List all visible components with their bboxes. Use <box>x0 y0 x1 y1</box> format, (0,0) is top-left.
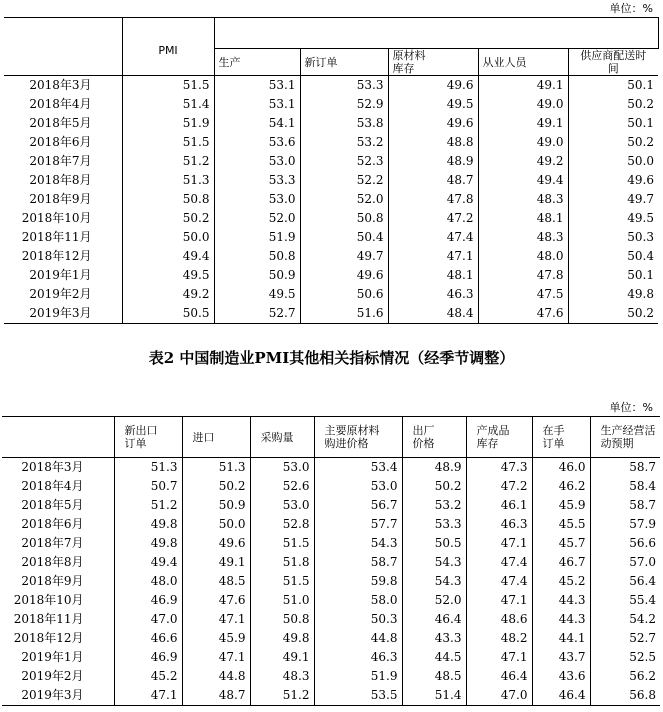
table-cell: 51.2 <box>122 152 214 171</box>
table-cell: 50.8 <box>250 610 314 629</box>
table-cell: 50.2 <box>568 133 658 152</box>
table-cell: 50.8 <box>122 190 214 209</box>
table-cell: 45.2 <box>532 572 590 591</box>
table-row <box>4 209 658 228</box>
table-cell: 46.7 <box>532 553 590 572</box>
table-cell: 50.2 <box>122 209 214 228</box>
table-cell: 51.4 <box>122 95 214 114</box>
row-month: 2018年10月 <box>4 209 122 228</box>
header-purchases: 采购量 <box>250 417 314 458</box>
table-cell: 47.4 <box>466 553 532 572</box>
table-row <box>2 591 660 610</box>
table-row <box>2 496 660 515</box>
table-cell: 52.0 <box>300 190 388 209</box>
table-cell: 48.7 <box>182 686 250 706</box>
table-cell: 52.5 <box>590 648 660 667</box>
table-cell: 50.2 <box>402 477 466 496</box>
table-row <box>2 686 660 706</box>
table-row <box>4 247 658 266</box>
table-cell: 51.2 <box>250 686 314 706</box>
table-cell: 51.5 <box>250 572 314 591</box>
table-cell: 49.5 <box>568 209 658 228</box>
row-month: 2019年2月 <box>4 285 122 304</box>
row-month: 2018年10月 <box>2 591 114 610</box>
table-cell: 50.4 <box>300 228 388 247</box>
table-cell: 47.0 <box>466 686 532 706</box>
table-cell: 47.6 <box>182 591 250 610</box>
table-cell: 51.9 <box>314 667 402 686</box>
table-cell: 53.8 <box>300 114 388 133</box>
table-cell: 48.2 <box>466 629 532 648</box>
table-cell: 44.1 <box>532 629 590 648</box>
table-cell: 50.1 <box>568 114 658 133</box>
table-cell: 49.7 <box>300 247 388 266</box>
table-cell: 49.0 <box>478 95 568 114</box>
header-spacer <box>214 18 658 49</box>
table-cell: 53.3 <box>214 171 300 190</box>
table-cell: 54.3 <box>402 553 466 572</box>
row-month: 2018年5月 <box>4 114 122 133</box>
table-cell: 47.4 <box>466 572 532 591</box>
row-month: 2018年12月 <box>2 629 114 648</box>
table-cell: 54.2 <box>590 610 660 629</box>
table-cell: 48.6 <box>466 610 532 629</box>
table-cell: 44.8 <box>314 629 402 648</box>
table-cell: 49.8 <box>114 515 182 534</box>
table-cell: 47.0 <box>114 610 182 629</box>
table-row <box>4 114 658 133</box>
table-cell: 51.5 <box>122 76 214 96</box>
table-cell: 49.1 <box>182 553 250 572</box>
header-supplier-delivery: 供应商配送时 间 <box>568 49 658 76</box>
unit-label-table1: 单位：% <box>609 2 653 15</box>
table-cell: 49.8 <box>250 629 314 648</box>
table-row <box>4 95 658 114</box>
row-month: 2018年4月 <box>2 477 114 496</box>
table-cell: 52.0 <box>402 591 466 610</box>
table-cell: 52.9 <box>300 95 388 114</box>
corner-cell <box>4 18 122 76</box>
table-cell: 47.5 <box>478 285 568 304</box>
table-cell: 53.6 <box>214 133 300 152</box>
table-cell: 47.2 <box>466 477 532 496</box>
table-cell: 53.5 <box>314 686 402 706</box>
table-cell: 44.5 <box>402 648 466 667</box>
table-cell: 46.4 <box>466 667 532 686</box>
table-cell: 47.1 <box>466 534 532 553</box>
table-cell: 58.7 <box>590 496 660 515</box>
table-cell: 51.3 <box>122 171 214 190</box>
table-row <box>2 667 660 686</box>
table-cell: 51.6 <box>300 304 388 324</box>
table-cell: 47.4 <box>388 228 478 247</box>
row-month: 2018年8月 <box>2 553 114 572</box>
table-cell: 49.2 <box>478 152 568 171</box>
table-cell: 46.4 <box>532 686 590 706</box>
table-cell: 44.8 <box>182 667 250 686</box>
table-cell: 50.3 <box>568 228 658 247</box>
table-cell: 52.7 <box>214 304 300 324</box>
table-cell: 48.9 <box>388 152 478 171</box>
row-month: 2019年1月 <box>4 266 122 285</box>
table-cell: 51.3 <box>182 458 250 478</box>
table-cell: 49.8 <box>114 534 182 553</box>
table-cell: 50.0 <box>568 152 658 171</box>
table-cell: 47.8 <box>388 190 478 209</box>
table-cell: 59.8 <box>314 572 402 591</box>
table-cell: 48.4 <box>388 304 478 324</box>
row-month: 2018年11月 <box>4 228 122 247</box>
header-finished-goods-inventory: 产成品 库存 <box>466 417 532 458</box>
table-cell: 50.9 <box>214 266 300 285</box>
table-cell: 50.8 <box>300 209 388 228</box>
table-cell: 47.3 <box>466 458 532 478</box>
table-cell: 46.2 <box>532 477 590 496</box>
table-cell: 50.4 <box>568 247 658 266</box>
row-month: 2018年3月 <box>4 76 122 96</box>
table-row <box>2 553 660 572</box>
row-month: 2018年7月 <box>2 534 114 553</box>
header-employment: 从业人员 <box>478 49 568 76</box>
table-cell: 56.4 <box>590 572 660 591</box>
table-cell: 56.8 <box>590 686 660 706</box>
header-imports: 进口 <box>182 417 250 458</box>
header-input-prices: 主要原材料 购进价格 <box>314 417 402 458</box>
table-row <box>2 477 660 496</box>
table-cell: 46.0 <box>532 458 590 478</box>
table-cell: 47.6 <box>478 304 568 324</box>
table-cell: 51.3 <box>114 458 182 478</box>
table-cell: 49.6 <box>568 171 658 190</box>
table-cell: 48.0 <box>478 247 568 266</box>
table-cell: 53.0 <box>214 152 300 171</box>
pmi-subindex-table <box>4 17 659 324</box>
table-cell: 48.1 <box>388 266 478 285</box>
table-row <box>4 133 658 152</box>
table-cell: 50.1 <box>568 76 658 96</box>
row-month: 2018年6月 <box>4 133 122 152</box>
table-cell: 51.5 <box>122 133 214 152</box>
table-cell: 50.1 <box>568 266 658 285</box>
table-cell: 56.2 <box>590 667 660 686</box>
table-cell: 49.6 <box>182 534 250 553</box>
row-month: 2019年3月 <box>2 686 114 706</box>
table-cell: 51.2 <box>114 496 182 515</box>
header-new-orders: 新订单 <box>300 49 388 76</box>
table-cell: 51.5 <box>250 534 314 553</box>
table-cell: 44.3 <box>532 591 590 610</box>
corner-cell <box>2 417 114 458</box>
table-cell: 50.0 <box>182 515 250 534</box>
table-cell: 49.4 <box>478 171 568 190</box>
table-cell: 46.6 <box>114 629 182 648</box>
table-cell: 51.0 <box>250 591 314 610</box>
table-row <box>4 285 658 304</box>
table-row <box>2 610 660 629</box>
table-cell: 55.4 <box>590 591 660 610</box>
table-cell: 50.2 <box>568 95 658 114</box>
row-month: 2018年7月 <box>4 152 122 171</box>
table-cell: 53.3 <box>300 76 388 96</box>
table-cell: 53.0 <box>314 477 402 496</box>
table-row <box>2 458 660 478</box>
table2-title: 表2 中国制造业PMI其他相关指标情况（经季节调整） <box>148 349 515 367</box>
row-month: 2019年1月 <box>2 648 114 667</box>
row-month: 2018年3月 <box>2 458 114 478</box>
table-cell: 49.5 <box>388 95 478 114</box>
table-cell: 46.9 <box>114 648 182 667</box>
row-month: 2019年3月 <box>4 304 122 324</box>
table-cell: 49.7 <box>568 190 658 209</box>
table-cell: 45.2 <box>114 667 182 686</box>
table-cell: 51.9 <box>214 228 300 247</box>
table-cell: 53.1 <box>214 76 300 96</box>
row-month: 2018年8月 <box>4 171 122 190</box>
table-cell: 48.5 <box>402 667 466 686</box>
pmi-other-indicators-table <box>2 416 660 706</box>
table-row <box>4 304 658 324</box>
table-cell: 46.3 <box>466 515 532 534</box>
table-cell: 50.2 <box>182 477 250 496</box>
table-cell: 57.7 <box>314 515 402 534</box>
row-month: 2018年9月 <box>2 572 114 591</box>
table-cell: 47.8 <box>478 266 568 285</box>
table-cell: 48.0 <box>114 572 182 591</box>
table-cell: 49.1 <box>478 114 568 133</box>
table-cell: 49.0 <box>478 133 568 152</box>
table-row <box>4 152 658 171</box>
table-cell: 53.0 <box>250 458 314 478</box>
table-cell: 43.3 <box>402 629 466 648</box>
table-cell: 52.7 <box>590 629 660 648</box>
row-month: 2018年4月 <box>4 95 122 114</box>
header-production: 生产 <box>214 49 300 76</box>
table-row <box>2 572 660 591</box>
table-row <box>2 534 660 553</box>
table-row <box>4 228 658 247</box>
row-month: 2018年6月 <box>2 515 114 534</box>
table-cell: 49.8 <box>568 285 658 304</box>
table-cell: 53.3 <box>402 515 466 534</box>
header-raw-material-inventory: 原材料 库存 <box>388 49 478 76</box>
header-backlog-orders: 在手 订单 <box>532 417 590 458</box>
table-row <box>4 171 658 190</box>
header-new-export-orders: 新出口 订单 <box>114 417 182 458</box>
table-cell: 46.3 <box>388 285 478 304</box>
table-cell: 52.6 <box>250 477 314 496</box>
unit-label-table2: 单位：% <box>609 401 653 414</box>
table-cell: 50.7 <box>114 477 182 496</box>
table-cell: 53.0 <box>214 190 300 209</box>
table-cell: 54.1 <box>214 114 300 133</box>
table-cell: 47.1 <box>182 610 250 629</box>
row-month: 2018年9月 <box>4 190 122 209</box>
table-cell: 53.2 <box>300 133 388 152</box>
table-row <box>2 629 660 648</box>
table-cell: 58.7 <box>590 458 660 478</box>
header-business-expectations: 生产经营活 动预期 <box>590 417 660 458</box>
table-cell: 48.7 <box>388 171 478 190</box>
row-month: 2018年5月 <box>2 496 114 515</box>
table-cell: 58.7 <box>314 553 402 572</box>
table-cell: 43.6 <box>532 667 590 686</box>
table-cell: 57.0 <box>590 553 660 572</box>
table-cell: 43.7 <box>532 648 590 667</box>
table-cell: 45.9 <box>182 629 250 648</box>
header-output-prices: 出厂 价格 <box>402 417 466 458</box>
table-cell: 48.9 <box>402 458 466 478</box>
table-cell: 49.4 <box>122 247 214 266</box>
table-cell: 48.5 <box>182 572 250 591</box>
table-cell: 57.9 <box>590 515 660 534</box>
table-cell: 48.3 <box>250 667 314 686</box>
table-cell: 45.7 <box>532 534 590 553</box>
table-cell: 54.3 <box>314 534 402 553</box>
table-cell: 51.8 <box>250 553 314 572</box>
table-cell: 58.4 <box>590 477 660 496</box>
table-cell: 47.1 <box>114 686 182 706</box>
row-month: 2019年2月 <box>2 667 114 686</box>
table-cell: 46.1 <box>466 496 532 515</box>
table-cell: 53.4 <box>314 458 402 478</box>
table-cell: 52.3 <box>300 152 388 171</box>
table-cell: 50.8 <box>214 247 300 266</box>
table-cell: 49.4 <box>114 553 182 572</box>
table-cell: 47.1 <box>388 247 478 266</box>
table-cell: 56.6 <box>590 534 660 553</box>
table-cell: 52.0 <box>214 209 300 228</box>
table-cell: 49.2 <box>122 285 214 304</box>
table-cell: 50.5 <box>402 534 466 553</box>
table-cell: 52.8 <box>250 515 314 534</box>
table-cell: 48.3 <box>478 190 568 209</box>
table-cell: 47.2 <box>388 209 478 228</box>
table-cell: 49.6 <box>388 114 478 133</box>
table-cell: 53.2 <box>402 496 466 515</box>
table-cell: 45.5 <box>532 515 590 534</box>
table-cell: 50.3 <box>314 610 402 629</box>
table-cell: 49.1 <box>478 76 568 96</box>
table-cell: 49.5 <box>214 285 300 304</box>
table-cell: 46.4 <box>402 610 466 629</box>
row-month: 2018年12月 <box>4 247 122 266</box>
table-cell: 49.1 <box>250 648 314 667</box>
table-cell: 52.2 <box>300 171 388 190</box>
table-cell: 51.4 <box>402 686 466 706</box>
table-cell: 49.5 <box>122 266 214 285</box>
table-cell: 48.1 <box>478 209 568 228</box>
table-cell: 48.8 <box>388 133 478 152</box>
table-cell: 58.0 <box>314 591 402 610</box>
table-cell: 47.1 <box>466 591 532 610</box>
row-month: 2018年11月 <box>2 610 114 629</box>
header-pmi: PMI <box>122 18 214 76</box>
table-cell: 49.6 <box>300 266 388 285</box>
table-cell: 50.5 <box>122 304 214 324</box>
table-row <box>4 266 658 285</box>
table-cell: 51.9 <box>122 114 214 133</box>
table-cell: 45.9 <box>532 496 590 515</box>
table-cell: 49.6 <box>388 76 478 96</box>
table-row <box>2 515 660 534</box>
table-cell: 50.6 <box>300 285 388 304</box>
table-cell: 46.9 <box>114 591 182 610</box>
table-cell: 53.1 <box>214 95 300 114</box>
table-row <box>4 76 658 96</box>
table-cell: 54.3 <box>402 572 466 591</box>
table-cell: 47.1 <box>182 648 250 667</box>
table-cell: 50.9 <box>182 496 250 515</box>
table-cell: 56.7 <box>314 496 402 515</box>
table-cell: 46.3 <box>314 648 402 667</box>
table-cell: 44.3 <box>532 610 590 629</box>
table-cell: 47.1 <box>466 648 532 667</box>
table-cell: 50.0 <box>122 228 214 247</box>
table-cell: 48.3 <box>478 228 568 247</box>
table-cell: 50.2 <box>568 304 658 324</box>
table-cell: 53.0 <box>250 496 314 515</box>
table-row <box>4 190 658 209</box>
table-row <box>2 648 660 667</box>
